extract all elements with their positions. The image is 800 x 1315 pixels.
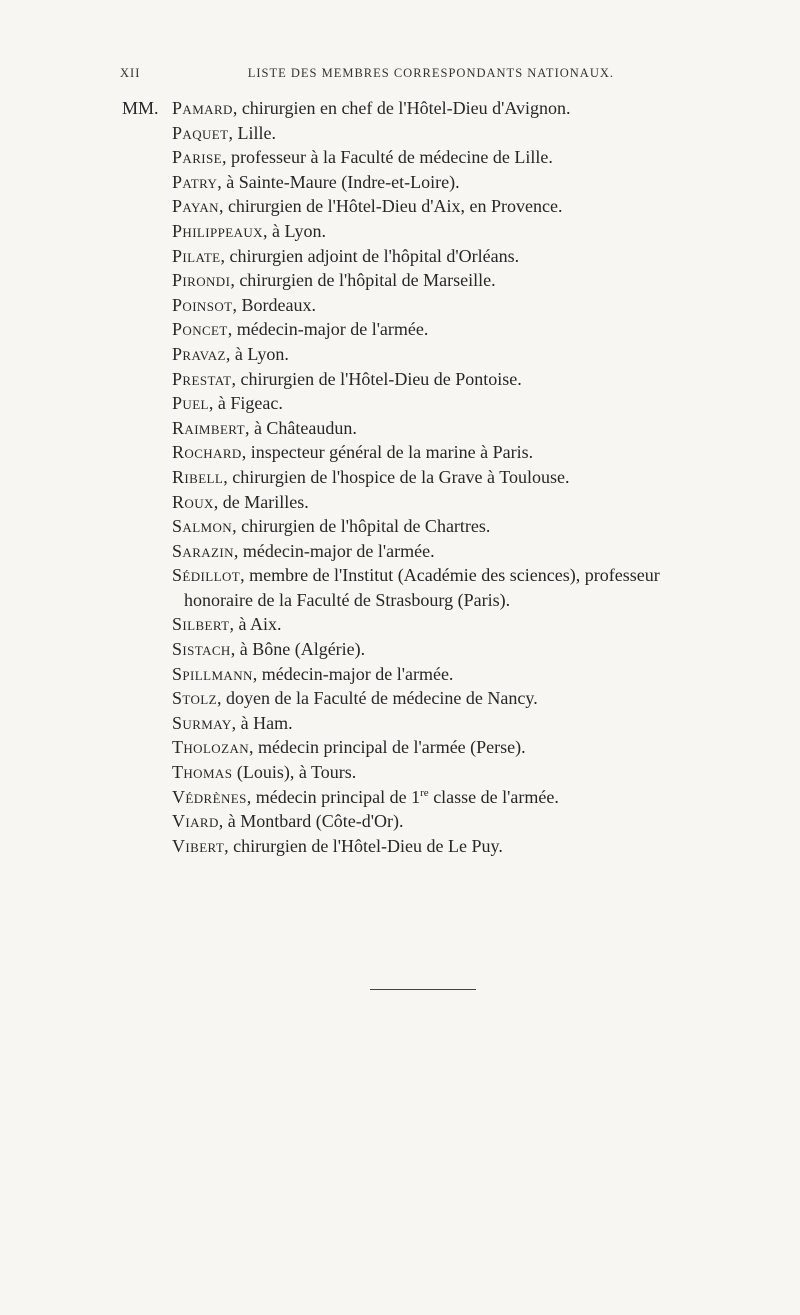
member-description: , chirurgien en chef de l'Hôtel-Dieu d'Avignon. (232, 98, 571, 118)
member-name: Rochard (172, 442, 242, 463)
entry-line (0, 539, 800, 564)
member-description: , chirurgien de l'hôpital de Chartres. (232, 516, 491, 537)
member-description: , chirurgien de l'hôpital de Marseille. (230, 270, 496, 291)
member-description: , médecin-major de l'armée. (252, 663, 454, 684)
list-item (0, 735, 800, 760)
entry-line (0, 612, 800, 637)
list-item (0, 391, 800, 416)
end-rule (370, 989, 476, 990)
list-item (0, 711, 800, 736)
entry-line (0, 809, 800, 834)
member-description: , chirurgien de l'Hôtel-Dieu de Pontoise. (231, 368, 522, 389)
member-description: , médecin-major de l'armée. (227, 319, 429, 340)
list-item (0, 219, 800, 244)
list-item (0, 662, 800, 687)
member-name: Spillmann (172, 663, 253, 684)
member-description: , membre de l'Institut (Académie des sciences), professeur (240, 565, 660, 586)
member-name: Sédillot (172, 565, 241, 586)
member-description: , Bordeaux. (232, 294, 316, 315)
entry-line (0, 662, 800, 687)
member-description: , chirurgien adjoint de l'hôpital d'Orléans. (220, 245, 520, 266)
member-description: , Lille. (228, 122, 276, 143)
page-number: XII (120, 66, 141, 80)
entry-line (0, 711, 800, 736)
list-prefix: MM. (122, 98, 159, 118)
member-description: , à Figeac. (208, 393, 283, 414)
member-name: Roux (172, 491, 214, 512)
member-description: , médecin-major de l'armée. (233, 540, 435, 561)
entry-line (0, 440, 800, 465)
member-description: , à Aix. (229, 614, 282, 635)
list-item (0, 514, 800, 539)
list-item (0, 96, 800, 121)
member-description: , inspecteur général de la marine à Paris. (241, 442, 534, 463)
member-name: Pamard (172, 98, 233, 118)
member-name: Thomas (172, 762, 233, 783)
member-name: Pirondi (172, 270, 231, 291)
member-name: Stolz (172, 688, 217, 709)
entry-line (0, 244, 800, 269)
entry-line (0, 367, 800, 392)
list-item (0, 785, 800, 810)
entry-line (0, 391, 800, 416)
list-item (0, 809, 800, 834)
member-description-cont: classe de l'armée. (428, 786, 559, 807)
member-name: Salmon (172, 516, 233, 537)
list-item (0, 268, 800, 293)
member-name: Puel (172, 393, 209, 414)
member-name: Sistach (172, 639, 231, 660)
list-item (0, 686, 800, 711)
entry-line (0, 834, 800, 859)
member-name: Paquet (172, 122, 229, 143)
member-name: Vibert (172, 835, 225, 856)
entry-line (0, 194, 800, 219)
list-item (0, 121, 800, 146)
member-name: Tholozan (172, 737, 250, 758)
entry-line (0, 145, 800, 170)
member-name: Sarazin (172, 540, 234, 561)
list-item (0, 145, 800, 170)
member-description: , à Bône (Algérie). (230, 639, 366, 660)
entry-line (0, 735, 800, 760)
entry-line (0, 317, 800, 342)
list-item (0, 612, 800, 637)
entry-line (0, 121, 800, 146)
entry-line (0, 219, 800, 244)
list-item (0, 170, 800, 195)
list-item (0, 440, 800, 465)
list-item (0, 416, 800, 441)
entry-line (0, 514, 800, 539)
member-name: Patry (172, 171, 218, 192)
entry-continuation: honoraire de la Faculté de Strasbourg (Paris). (184, 589, 511, 610)
member-description: , médecin principal de 1 (246, 786, 421, 807)
member-description: , à Lyon. (225, 343, 289, 364)
member-name: Silbert (172, 614, 230, 635)
list-item (0, 834, 800, 859)
ordinal-superscript: re (420, 786, 429, 799)
entry-line (0, 465, 800, 490)
entry-line (0, 170, 800, 195)
member-description: , à Lyon. (262, 220, 326, 241)
member-name: Ribell (172, 466, 224, 487)
entry-line (0, 563, 800, 588)
member-description: , à Sainte-Maure (Indre-et-Loire). (217, 171, 460, 192)
member-description: , à Montbard (Côte-d'Or). (218, 811, 404, 832)
member-name: Pilate (172, 245, 221, 266)
entry-line (0, 342, 800, 367)
member-name: Viard (172, 811, 219, 832)
member-description: , médecin principal de l'armée (Perse). (249, 737, 526, 758)
member-description: , à Châteaudun. (244, 417, 357, 438)
list-item (0, 367, 800, 392)
member-description: , professeur à la Faculté de médecine de Lille. (221, 147, 553, 168)
member-description: , chirurgien de l'hospice de la Grave à Toulouse. (223, 466, 570, 487)
member-name: Payan (172, 196, 219, 217)
running-title: LISTE DES MEMBRES CORRESPONDANTS NATIONAUX. (247, 66, 614, 80)
list-item (0, 293, 800, 318)
entry-line (0, 686, 800, 711)
member-name: Philippeaux (172, 220, 263, 241)
member-name: Surmay (172, 712, 232, 733)
list-item (0, 539, 800, 564)
list-item (0, 490, 800, 515)
list-item (0, 465, 800, 490)
member-description: , chirurgien de l'Hôtel-Dieu d'Aix, en Provence. (218, 196, 563, 217)
member-description: , à Ham. (231, 712, 293, 733)
member-description: , chirurgien de l'Hôtel-Dieu de Le Puy. (224, 835, 503, 856)
member-name: Poncet (172, 319, 228, 340)
entry-line (0, 785, 800, 810)
list-item (0, 760, 800, 785)
member-name: Parise (172, 147, 222, 168)
entry-line (0, 760, 800, 785)
member-description: (Louis), à Tours. (232, 762, 357, 783)
member-name: Prestat (172, 368, 232, 389)
list-item (0, 244, 800, 269)
entry-line (0, 268, 800, 293)
list-item (0, 317, 800, 342)
member-name: Poinsot (172, 294, 233, 315)
entry-line (0, 416, 800, 441)
list-item (0, 342, 800, 367)
entry-line (0, 96, 800, 121)
member-name: Raimbert (172, 417, 245, 438)
member-description: , de Marilles. (213, 491, 309, 512)
member-description: , doyen de la Faculté de médecine de Nancy. (217, 688, 538, 709)
list-item (0, 563, 800, 612)
entry-line (0, 490, 800, 515)
entry-line (0, 293, 800, 318)
entry-line (0, 637, 800, 662)
list-item (0, 637, 800, 662)
list-item (0, 194, 800, 219)
member-name: Pravaz (172, 343, 226, 364)
member-list (0, 96, 800, 858)
member-name: Védrènes (172, 786, 247, 807)
